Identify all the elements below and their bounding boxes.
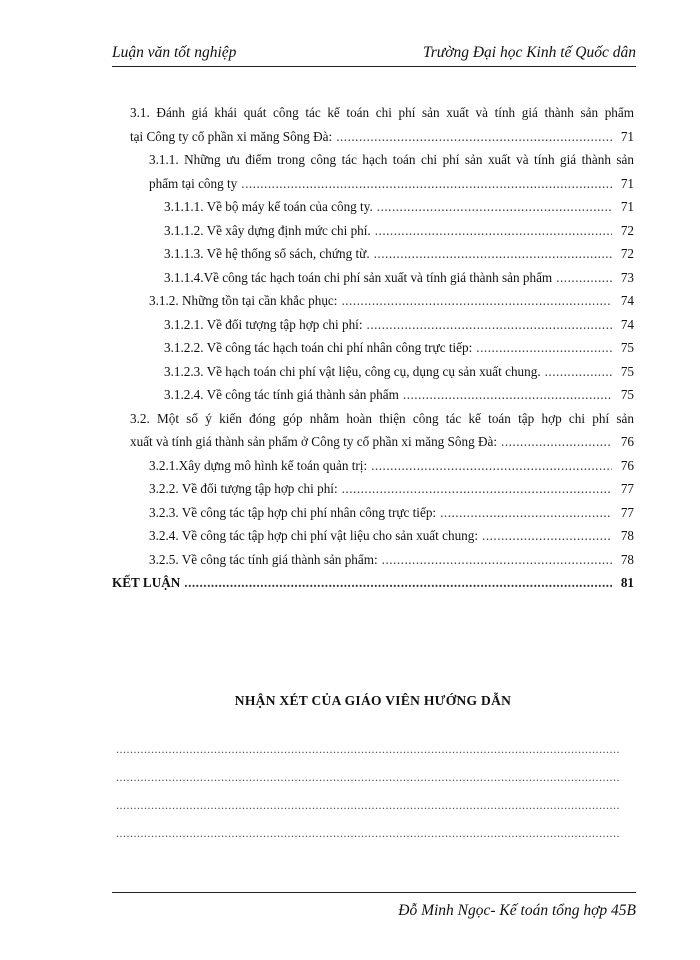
table-of-contents	[112, 101, 634, 595]
toc-entry-text: KẾT LUẬN	[112, 575, 181, 590]
toc-entry-3-2-5[interactable]	[112, 548, 634, 572]
toc-entry-3-2-4[interactable]	[112, 524, 634, 548]
toc-entry-3-2-1[interactable]	[112, 454, 634, 478]
toc-page-number: 73	[620, 269, 634, 285]
toc-page-number: 81	[620, 575, 634, 590]
toc-page-number: 76	[620, 457, 634, 473]
toc-entry-text-line2: tại Công ty cổ phần xi măng Sông Đà:	[130, 128, 333, 144]
toc-entry-3-2-2[interactable]	[112, 477, 634, 501]
header-left-title: Luận văn tốt nghiệp	[112, 44, 237, 61]
leader-dots	[556, 266, 612, 290]
toc-entry-text: 3.2.2. Về đối tượng tập hợp chi phí:	[149, 481, 338, 496]
toc-page-number: 75	[620, 387, 634, 402]
toc-entry-ket-luan[interactable]	[112, 571, 634, 595]
leader-dots	[476, 336, 612, 360]
toc-entry-text: 3.1.2.2. Về công tác hạch toán chi phí nhân công trực tiếp:	[164, 340, 473, 355]
leader-dots	[367, 313, 612, 337]
toc-page-number: 77	[620, 481, 634, 496]
toc-entry-text-line1: 3.1. Đánh giá khái quát công tác kế toán chi phí sản xuất và tính giá thành sản phẩm	[130, 105, 634, 120]
toc-page-number: 75	[620, 340, 634, 355]
toc-entry-3-1-1-3[interactable]	[112, 242, 634, 266]
toc-entry-text: 3.1.2.1. Về đối tượng tập hợp chi phí:	[164, 316, 363, 332]
toc-entry-text: 3.1.1.4.Về công tác hạch toán chi phí sản xuất và tính giá thành sản phẩm	[164, 269, 553, 285]
leader-dots	[501, 430, 612, 454]
toc-page-number: 71	[620, 128, 634, 144]
leader-dots	[184, 571, 612, 595]
toc-page-number: 78	[620, 551, 634, 567]
toc-entry-3-1-1-2[interactable]	[112, 219, 634, 243]
toc-entry-3-1-1-4[interactable]	[112, 266, 634, 290]
review-section-title: NHẬN XÉT CỦA GIÁO VIÊN HƯỚNG DẪN	[234, 693, 512, 708]
leader-dots	[374, 242, 612, 266]
toc-entry-3-2[interactable]	[112, 407, 634, 454]
header-divider	[112, 66, 636, 67]
footer-author: Đỗ Minh Ngọc- Kế toán tổng hợp 45B	[398, 902, 636, 919]
toc-entry-text: 3.1.2.3. Về hạch toán chi phí vật liệu, công cụ, dụng cụ sản xuất chung.	[164, 363, 541, 379]
leader-dots	[440, 501, 612, 525]
toc-page-number: 77	[620, 504, 634, 520]
leader-dots	[403, 383, 612, 407]
toc-entry-3-1-2-4[interactable]	[112, 383, 634, 407]
toc-entry-3-1[interactable]	[112, 101, 634, 148]
toc-entry-3-1-2[interactable]	[112, 289, 634, 313]
leader-dots	[342, 477, 612, 501]
toc-page-number: 72	[620, 246, 634, 261]
toc-page-number: 75	[620, 363, 634, 379]
toc-entry-text: 3.1.2. Những tồn tại cần khắc phục:	[149, 293, 338, 308]
toc-entry-3-1-1-1[interactable]	[112, 195, 634, 219]
toc-entry-text: 3.2.1.Xây dựng mô hình kế toán quản trị:	[149, 457, 368, 473]
leader-dots	[375, 219, 612, 243]
leader-dots	[371, 454, 612, 478]
leader-dots	[341, 289, 612, 313]
toc-entry-3-1-1[interactable]	[112, 148, 634, 195]
toc-entry-3-1-2-2[interactable]	[112, 336, 634, 360]
leader-dots	[241, 172, 612, 196]
toc-page-number: 71	[620, 199, 634, 214]
leader-dots	[382, 548, 612, 572]
toc-entry-3-2-3[interactable]	[112, 501, 634, 525]
toc-entry-text: 3.1.1.3. Về hệ thống sổ sách, chứng từ.	[164, 246, 370, 261]
toc-entry-text-line2: phẩm tại công ty	[149, 175, 238, 191]
footer-divider	[112, 892, 636, 893]
toc-page-number: 78	[620, 528, 634, 543]
leader-dots	[377, 195, 612, 219]
review-blank-line	[116, 798, 620, 813]
header-right-title: Trường Đại học Kinh tế Quốc dân	[422, 44, 636, 61]
toc-entry-text: 3.1.2.4. Về công tác tính giá thành sản phẩm	[164, 387, 399, 402]
toc-entry-3-1-2-3[interactable]	[112, 360, 634, 384]
toc-entry-text: 3.2.3. Về công tác tập hợp chi phí nhân công trực tiếp:	[149, 504, 437, 520]
toc-entry-text: 3.1.1.1. Về bộ máy kế toán của công ty.	[164, 199, 373, 214]
toc-entry-text-line1: 3.1.1. Những ưu điểm trong công tác hạch toán chi phí sản xuất và tính giá thành sản	[149, 152, 634, 167]
leader-dots	[336, 125, 612, 149]
toc-entry-text-line1: 3.2. Một số ý kiến đóng góp nhằm hoàn thiện công tác kế toán tập hợp chi phí sản	[130, 410, 634, 426]
toc-entry-text: 3.2.4. Về công tác tập hợp chi phí vật liệu cho sản xuất chung:	[149, 528, 479, 543]
review-blank-line	[116, 826, 620, 841]
leader-dots	[545, 360, 612, 384]
toc-page-number: 71	[620, 175, 634, 191]
toc-entry-text: 3.2.5. Về công tác tính giá thành sản phẩm:	[149, 551, 378, 567]
toc-entry-3-1-2-1[interactable]	[112, 313, 634, 337]
review-blank-line	[116, 742, 620, 757]
toc-page-number: 74	[620, 316, 634, 332]
leader-dots	[482, 524, 612, 548]
toc-entry-text: 3.1.1.2. Về xây dựng định mức chi phí.	[164, 222, 371, 238]
toc-page-number: 72	[620, 222, 634, 238]
toc-page-number: 74	[620, 293, 634, 308]
toc-page-number: 76	[620, 434, 634, 449]
toc-entry-text-line2: xuất và tính giá thành sản phẩm ở Công ty cổ phần xi măng Sông Đà:	[130, 434, 498, 449]
review-blank-line	[116, 770, 620, 785]
